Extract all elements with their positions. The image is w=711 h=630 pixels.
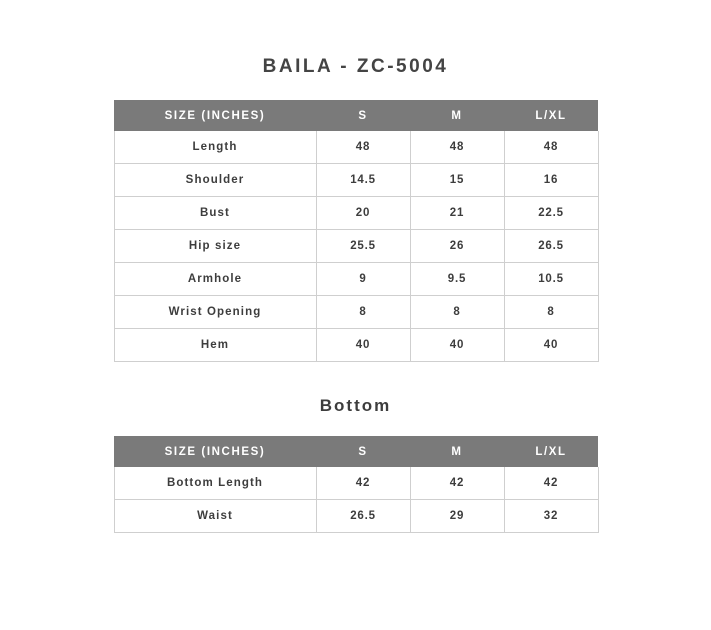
- table-row: [114, 500, 598, 533]
- row-label-armhole: Armhole: [114, 263, 316, 296]
- table-row: [114, 329, 598, 362]
- table-row: [114, 197, 598, 230]
- top-header-s: S: [316, 100, 410, 131]
- cell-wrist-s: 8: [316, 296, 410, 329]
- cell-hip-lxl: 26.5: [504, 230, 598, 263]
- cell-bottom-length-m: 42: [410, 467, 504, 500]
- bottom-header-size-inches: SIZE (INCHES): [114, 436, 316, 467]
- top-table-header-row: [114, 100, 598, 131]
- table-row: [114, 230, 598, 263]
- cell-wrist-m: 8: [410, 296, 504, 329]
- cell-bottom-length-lxl: 42: [504, 467, 598, 500]
- cell-bust-lxl: 22.5: [504, 197, 598, 230]
- top-header-lxl: L/XL: [504, 100, 598, 131]
- cell-shoulder-lxl: 16: [504, 164, 598, 197]
- bottom-table-header-row: [114, 436, 598, 467]
- table-row: [114, 296, 598, 329]
- cell-length-lxl: 48: [504, 131, 598, 164]
- bottom-table-body: [114, 467, 598, 533]
- cell-waist-s: 26.5: [316, 500, 410, 533]
- cell-armhole-m: 9.5: [410, 263, 504, 296]
- cell-waist-lxl: 32: [504, 500, 598, 533]
- bottom-table-head: [114, 436, 598, 467]
- bottom-size-table-container: [114, 436, 598, 533]
- top-header-m: M: [410, 100, 504, 131]
- table-row: [114, 164, 598, 197]
- top-size-table-container: [114, 100, 598, 362]
- cell-hem-lxl: 40: [504, 329, 598, 362]
- top-header-size-inches: SIZE (INCHES): [114, 100, 316, 131]
- row-label-wrist-opening: Wrist Opening: [114, 296, 316, 329]
- cell-hip-s: 25.5: [316, 230, 410, 263]
- cell-armhole-lxl: 10.5: [504, 263, 598, 296]
- cell-shoulder-m: 15: [410, 164, 504, 197]
- bottom-header-lxl: L/XL: [504, 436, 598, 467]
- row-label-bust: Bust: [114, 197, 316, 230]
- cell-waist-m: 29: [410, 500, 504, 533]
- cell-hem-m: 40: [410, 329, 504, 362]
- cell-hip-m: 26: [410, 230, 504, 263]
- top-table-body: [114, 131, 598, 362]
- cell-hem-s: 40: [316, 329, 410, 362]
- bottom-header-s: S: [316, 436, 410, 467]
- row-label-shoulder: Shoulder: [114, 164, 316, 197]
- cell-shoulder-s: 14.5: [316, 164, 410, 197]
- row-label-hip-size: Hip size: [114, 230, 316, 263]
- cell-armhole-s: 9: [316, 263, 410, 296]
- cell-wrist-lxl: 8: [504, 296, 598, 329]
- cell-length-s: 48: [316, 131, 410, 164]
- cell-bust-m: 21: [410, 197, 504, 230]
- bottom-size-table: [114, 436, 599, 533]
- bottom-header-m: M: [410, 436, 504, 467]
- table-row: [114, 263, 598, 296]
- table-row: [114, 131, 598, 164]
- row-label-bottom-length: Bottom Length: [114, 467, 316, 500]
- page-title: BAILA - ZC-5004: [262, 56, 449, 77]
- cell-bottom-length-s: 42: [316, 467, 410, 500]
- table-row: [114, 467, 598, 500]
- top-size-table: [114, 100, 599, 362]
- top-table-head: [114, 100, 598, 131]
- cell-bust-s: 20: [316, 197, 410, 230]
- row-label-waist: Waist: [114, 500, 316, 533]
- bottom-section-heading: Bottom: [319, 396, 392, 415]
- row-label-length: Length: [114, 131, 316, 164]
- row-label-hem: Hem: [114, 329, 316, 362]
- size-chart-page: [0, 56, 711, 630]
- cell-length-m: 48: [410, 131, 504, 164]
